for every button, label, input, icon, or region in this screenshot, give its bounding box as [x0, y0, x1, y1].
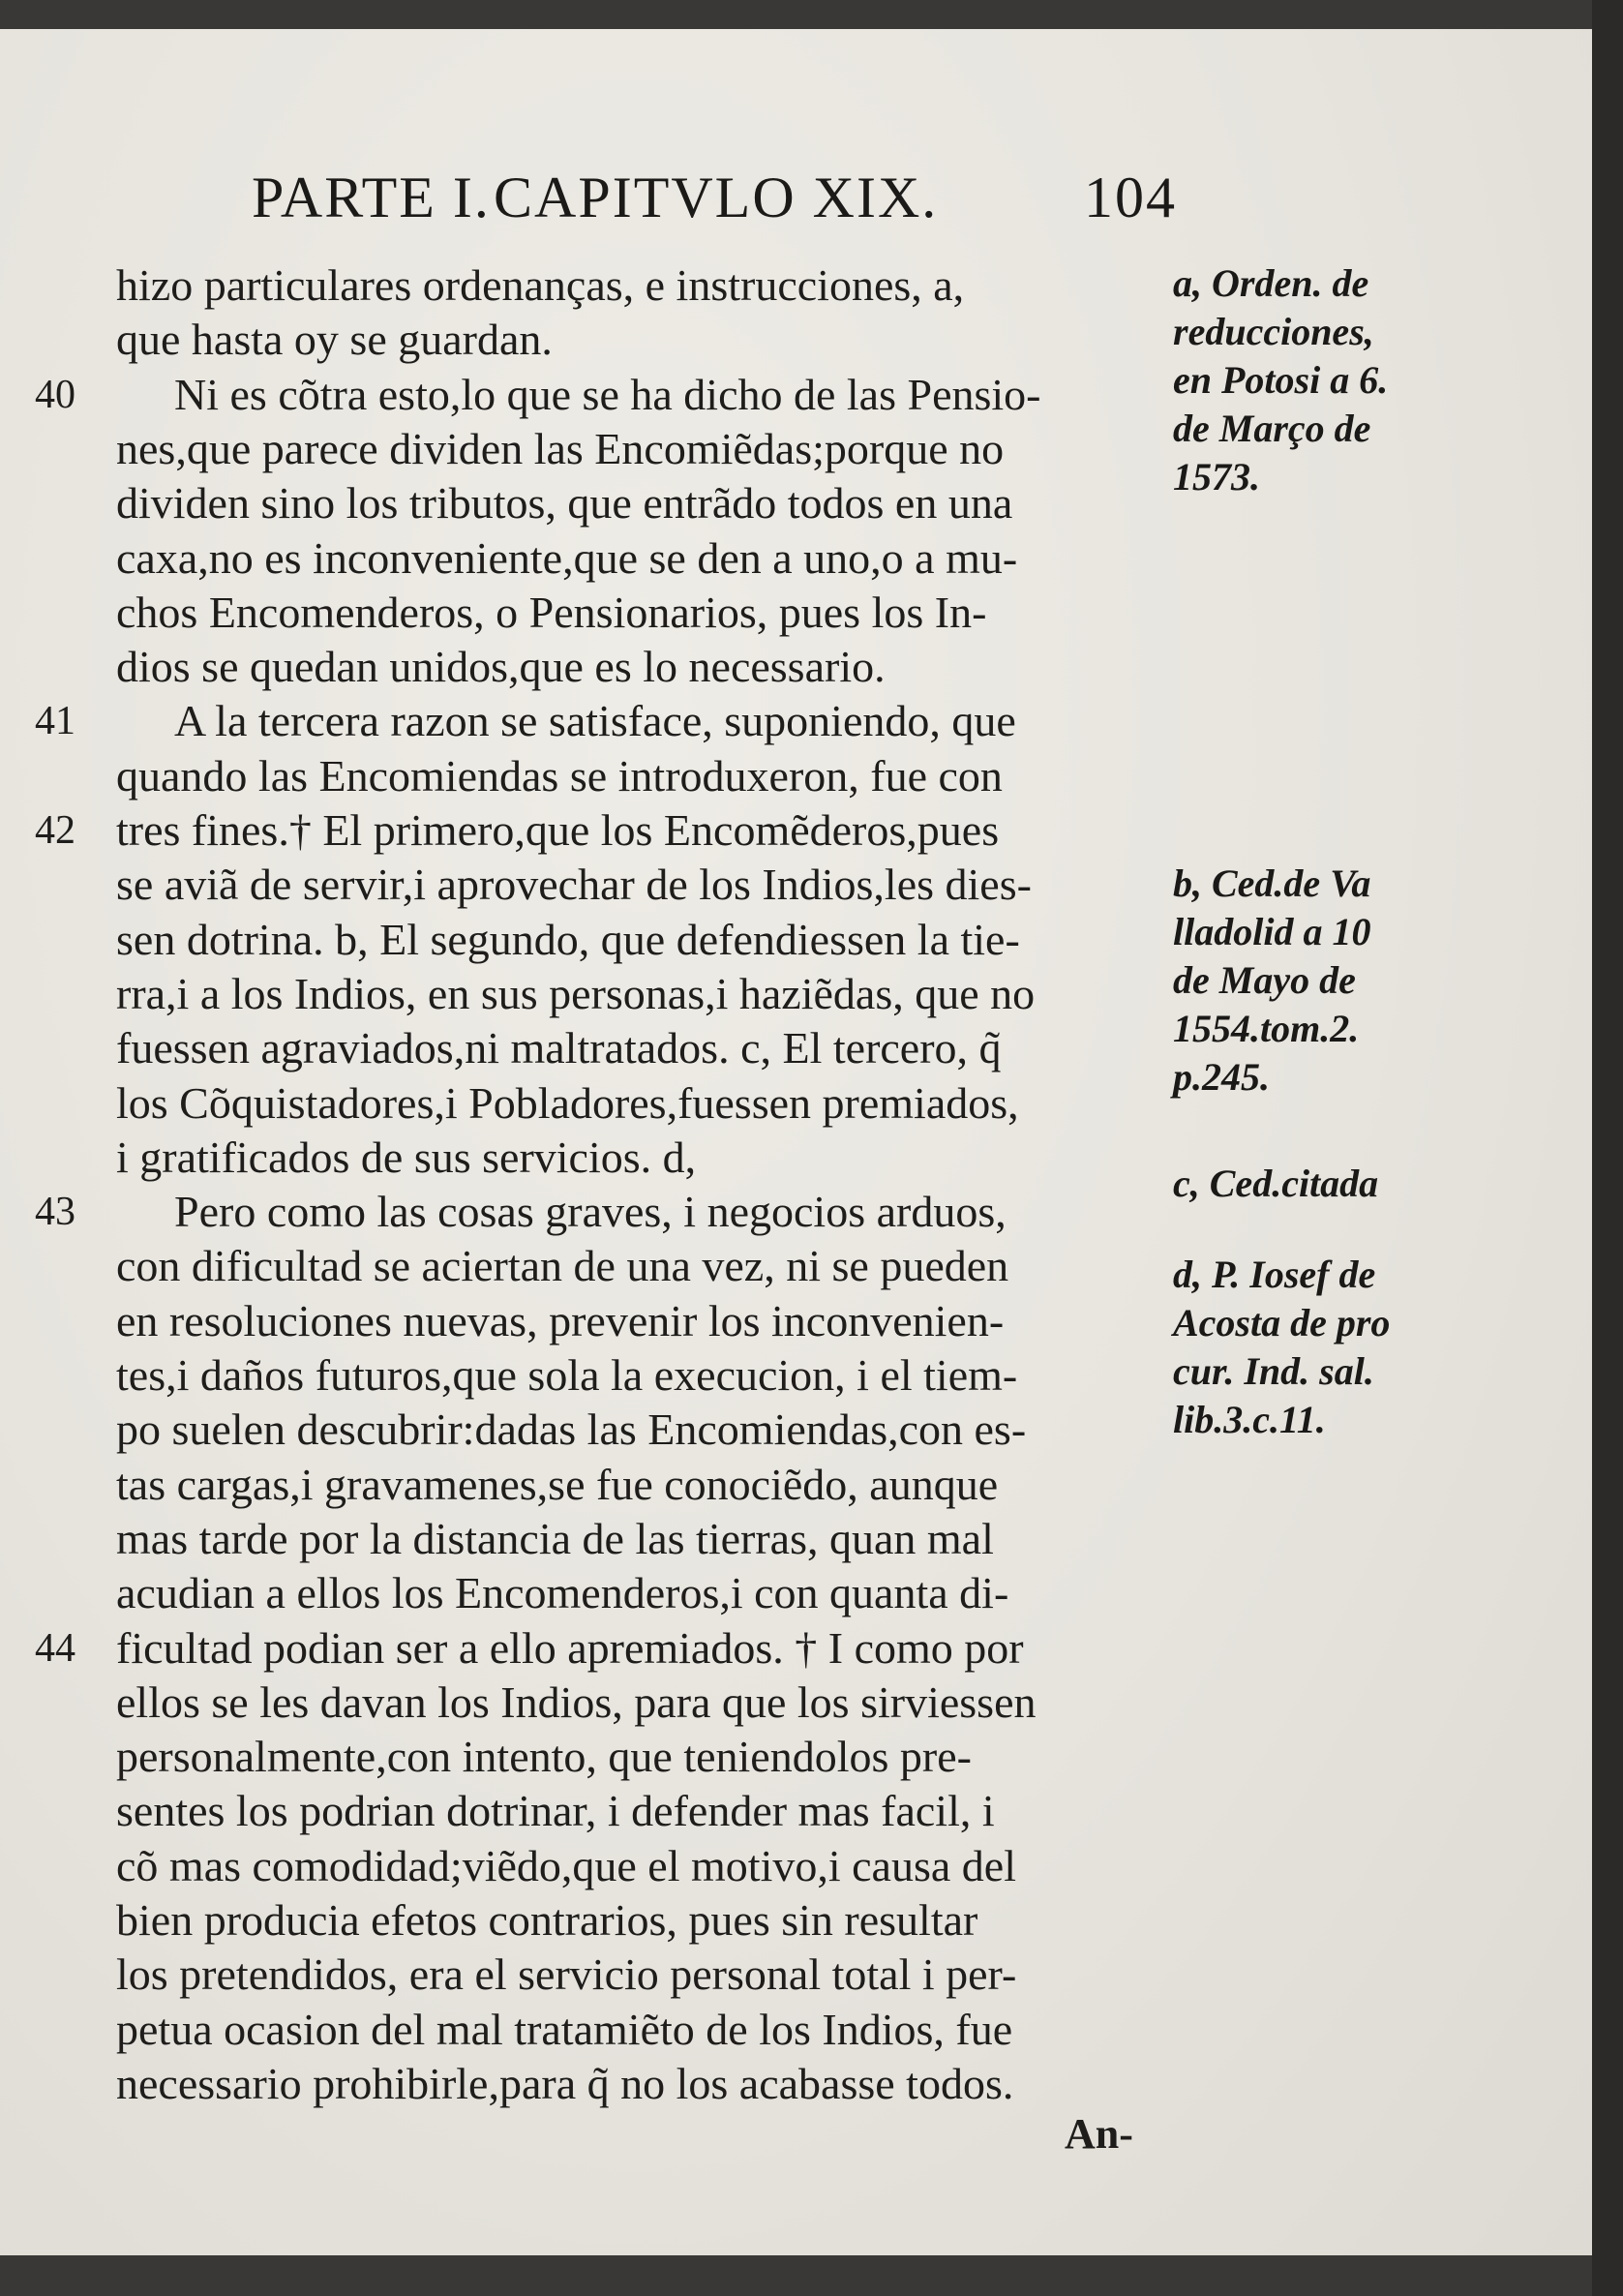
text-line: caxa,no es inconveniente,que se den a uno,o a mu-: [116, 532, 1018, 583]
marginal-note-line: reducciones,: [1173, 310, 1374, 353]
marginal-note-line: d, P. Iosef de: [1173, 1253, 1376, 1296]
text-line: ellos se les davan los Indios, para que los sirviessen: [116, 1677, 1037, 1727]
paragraph-number: 43: [35, 1190, 75, 1235]
marginal-note-line: lladolid a 10: [1173, 910, 1371, 953]
text-line: fuessen agraviados,ni maltratados. c, El tercero, q̃: [116, 1023, 1002, 1073]
text-line: bien producia efetos contrarios, pues sin resultar: [116, 1895, 978, 1945]
marginal-note-line: Acosta de pro: [1173, 1301, 1391, 1344]
text-line: po suelen descubrir:dadas las Encomiendas,con es-: [116, 1405, 1027, 1455]
marginal-note-line: c, Ced.citada: [1173, 1162, 1379, 1205]
marginal-note-line: en Potosi a 6.: [1173, 358, 1389, 402]
text-line: personalmente,con intento, que teniendolos pre-: [116, 1732, 972, 1782]
text-line: Pero como las cosas graves, i negocios arduos,: [174, 1187, 1007, 1237]
marginal-note: [1173, 860, 1444, 1102]
marginal-note-line: cur. Ind. sal.: [1173, 1349, 1374, 1393]
marginal-note: [1173, 1251, 1444, 1444]
text-line: se aviã de servir,i aprovechar de los Indios,les dies-: [116, 860, 1032, 910]
text-line: i gratificados de sus servicios. d,: [116, 1132, 697, 1182]
text-line: los pretendidos, era el servicio personal total i per-: [116, 1949, 1017, 2000]
header-chapter: CAPITVLO XIX.: [494, 166, 939, 229]
text-line: dios se quedan unidos,que es lo necessario.: [116, 642, 886, 692]
page-number: 104: [1084, 166, 1177, 229]
marginal-note-line: b, Ced.de Va: [1173, 861, 1371, 905]
marginal-note-line: lib.3.c.11.: [1173, 1398, 1326, 1441]
text-line: ficultad podian ser a ello apremiados. † I como por: [116, 1622, 1024, 1673]
marginal-note: [1173, 1160, 1444, 1208]
text-line: en resoluciones nuevas, prevenir los inconvenien-: [116, 1295, 1005, 1345]
text-line: A la tercera razon se satisface, suponiendo, que: [174, 696, 1016, 746]
book-page: [0, 29, 1592, 2255]
marginal-note: [1173, 259, 1444, 501]
text-line: chos Encomenderos, o Pensionarios, pues los In-: [116, 587, 987, 637]
text-line: rra,i a los Indios, en sus personas,i haziẽdas, que no: [116, 968, 1036, 1018]
running-header: [252, 165, 1181, 242]
marginal-note-line: a, Orden. de: [1173, 261, 1369, 305]
marginal-note-line: p.245.: [1173, 1055, 1270, 1099]
text-line: sen dotrina. b, El segundo, que defendiessen la tie-: [116, 914, 1020, 964]
text-line: petua ocasion del mal tratamiẽto de los Indios, fue: [116, 2004, 1013, 2054]
text-line: nes,que parece dividen las Encomiẽdas;porque no: [116, 423, 1005, 473]
text-line: Ni es cõtra esto,lo que se ha dicho de las Pensio-: [174, 369, 1041, 419]
marginal-note-line: de Março de: [1173, 407, 1371, 450]
text-line: que hasta oy se guardan.: [116, 315, 553, 365]
marginal-note-line: 1573.: [1173, 455, 1260, 498]
page-edge-shadow: [1592, 0, 1623, 2296]
text-line: mas tarde por la distancia de las tierras, quan mal: [116, 1513, 994, 1563]
paragraph-number: 41: [35, 699, 75, 744]
text-line: hizo particulares ordenanças, e instrucciones, a,: [116, 260, 965, 310]
paragraph-number: 40: [35, 372, 75, 417]
paragraph-number: 42: [35, 808, 75, 853]
text-line: tes,i daños futuros,que sola la execucion, i el tiem-: [116, 1350, 1018, 1400]
header-part: PARTE I.: [252, 166, 491, 229]
text-line: quando las Encomiendas se introduxeron, fue con: [116, 750, 1003, 801]
marginal-note-line: de Mayo de: [1173, 958, 1356, 1002]
text-line: acudian a ellos los Encomenderos,i con quanta di-: [116, 1568, 1009, 1618]
text-line: cõ mas comodidad;viẽdo,que el motivo,i causa del: [116, 1840, 1016, 1890]
catchword: An-: [1065, 2110, 1133, 2158]
paragraph-number: 44: [35, 1625, 75, 1671]
text-line: los Cõquistadores,i Pobladores,fuessen premiados,: [116, 1077, 1019, 1128]
text-line: con dificultad se aciertan de una vez, ni se pueden: [116, 1241, 1009, 1291]
text-line: dividen sino los tributos, que entrãdo todos en una: [116, 478, 1013, 529]
marginal-note-line: 1554.tom.2.: [1173, 1007, 1360, 1050]
text-line: tas cargas,i gravamenes,se fue conociẽdo, aunque: [116, 1459, 999, 1509]
text-line: sentes los podrian dotrinar, i defender mas facil, i: [116, 1786, 995, 1836]
text-line: necessario prohibirle,para q̃ no los acabasse todos.: [116, 2058, 1014, 2108]
text-line: tres fines.† El primero,que los Encomẽderos,pues: [116, 805, 1000, 855]
